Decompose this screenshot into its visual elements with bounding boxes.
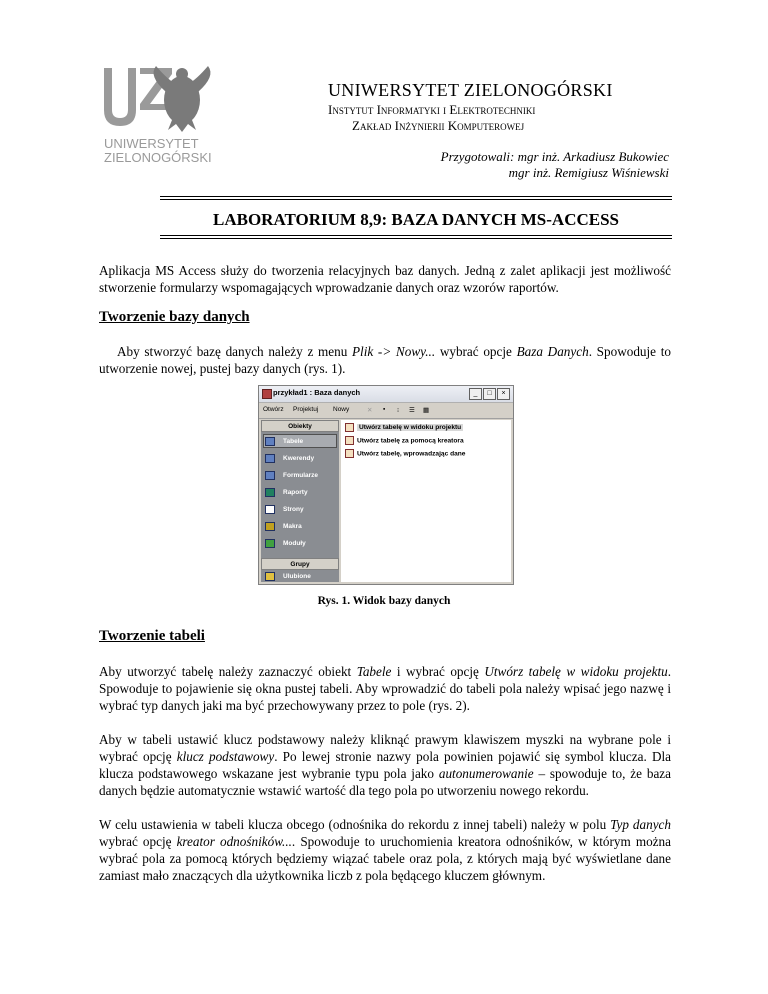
university-logo [96,62,240,174]
minimize-button[interactable]: _ [469,388,482,400]
groups-header[interactable]: Grupy [261,558,339,570]
wizard-icon [345,436,354,445]
item-create-table-design[interactable]: Utwórz tabelę w widoku projektu [345,423,463,432]
paragraph-create-db: Aby stworzyć bazę danych należy z menu Plik -> Nowy... wybrać opcje Baza Danych. Spowoduje to utworzenie nowej, pustej bazy danych (rys. 1). [99,344,671,376]
svg-text:ZIELONOGÓRSKI: ZIELONOGÓRSKI [104,150,212,165]
favorites-icon [265,572,275,581]
module-icon [265,539,275,548]
paragraph-foreign-key: W celu ustawienia w tabeli klucza obcego (odnośnika do rekordu z innej tabeli) należy w polu Typ danych wybrać opcję kreator odnośników.... Spowoduje to uruchomienia kreatora odnośników, w którym można wybrać pola za pomocą których będziemy wiązać tabele oraz pola, z których mają być wyświetlane dane zamiast mało znaczących dla użytkownika liczb z pola będącego kluczem głównym. [99,817,671,883]
page-icon [265,505,275,514]
wizard-icon [345,423,354,432]
object-tables[interactable]: Tabele [265,437,303,446]
report-icon [265,488,275,497]
title-rule-bottom [160,235,672,236]
form-icon [265,471,275,480]
group-favorites[interactable]: Ulubione [265,572,311,581]
item-create-table-data[interactable]: Utwórz tabelę, wprowadzając dane [345,449,465,458]
query-icon [265,454,275,463]
prepared-by-line2: mgr inż. Remigiusz Wiśniewski [508,165,669,180]
figure-caption: Rys. 1. Widok bazy danych [317,595,451,607]
intro-paragraph: Aplikacja MS Access służy do tworzenia relacyjnych baz danych. Jedną z zalet aplikacji jest możliwość stworzenie formularzy wspomagających wprowadzanie danych oraz wzorów raportów. [99,263,671,295]
access-database-window [258,385,514,585]
object-modules[interactable]: Moduły [265,539,306,548]
object-macros[interactable]: Makra [265,522,302,531]
section-heading-database: Tworzenie bazy danych [99,309,250,325]
title-rule-top [160,196,672,197]
svg-text:UNIWERSYTET: UNIWERSYTET [104,136,199,151]
document-title: LABORATORIUM 8,9: BAZA DANYCH MS-ACCESS [213,210,619,229]
paragraph-primary-key: Aby w tabeli ustawić klucz podstawowy należy kliknąć prawym klawiszem myszki na wybrane pole i wybrać opcję klucz podstawowy. Po lewej stronie nazwy pola powinien pojawić się symbol klucza. Dla klucza podstawowego wskazane jest wybranie typu pola jako autonumerowanie – spowoduje to, że baza danych będzie automatycznie wstawić wartość dla tego pola po utworzeniu nowego rekordu. [99,732,672,798]
eagle-emblem-icon [154,66,211,132]
delete-icon[interactable]: ✕ [367,407,373,414]
department-name: Zakład Inżynierii Komputerowej [352,118,525,133]
objects-pane [261,420,339,582]
small-icons-icon[interactable]: ⁝ [397,407,400,414]
database-icon [262,389,272,399]
large-icons-icon[interactable]: ▪ [383,406,386,413]
close-button[interactable]: × [497,388,510,400]
object-reports[interactable]: Raporty [265,488,308,497]
title-rule-top2 [160,199,672,200]
university-name: UNIWERSYTET ZIELONOGÓRSKI [328,80,613,100]
object-pages[interactable]: Strony [265,505,304,514]
items-pane [341,420,511,582]
prepared-by-line1: Przygotowali: mgr inż. Arkadiusz Bukowiec [440,149,669,164]
objects-header[interactable]: Obiekty [261,420,339,432]
window-toolbar [259,403,513,419]
item-create-table-wizard[interactable]: Utwórz tabelę za pomocą kreatora [345,436,464,445]
window-titlebar [259,386,513,403]
toolbar-new-button[interactable]: Nowy [333,406,350,413]
maximize-button[interactable]: □ [483,388,496,400]
title-rule-bottom2 [160,238,672,239]
window-title: przykład1 : Baza danych [273,388,361,397]
macro-icon [265,522,275,531]
institute-name: Instytut Informatyki i Elektrotechniki [328,102,536,117]
section-heading-table: Tworzenie tabeli [99,628,205,644]
object-queries[interactable]: Kwerendy [265,454,314,463]
wizard-icon [345,449,354,458]
details-view-icon[interactable]: ▦ [423,407,430,414]
list-view-icon[interactable]: ☰ [409,407,415,414]
toolbar-design-button[interactable]: Projektuj [293,406,319,413]
toolbar-open-button[interactable]: Otwórz [263,406,284,413]
object-forms[interactable]: Formularze [265,471,318,480]
table-icon [265,437,275,446]
paragraph-create-table: Aby utworzyć tabelę należy zaznaczyć obiekt Tabele i wybrać opcję Utwórz tabelę w widoku projektu. Spowoduje to pojawienie się okna pustej tabeli. Aby wprowadzić do tabeli pola należy wpisać jego nazwę i wybrać typ danych jaki ma być przechowywany przez to pole (rys. 2). [99,664,672,713]
